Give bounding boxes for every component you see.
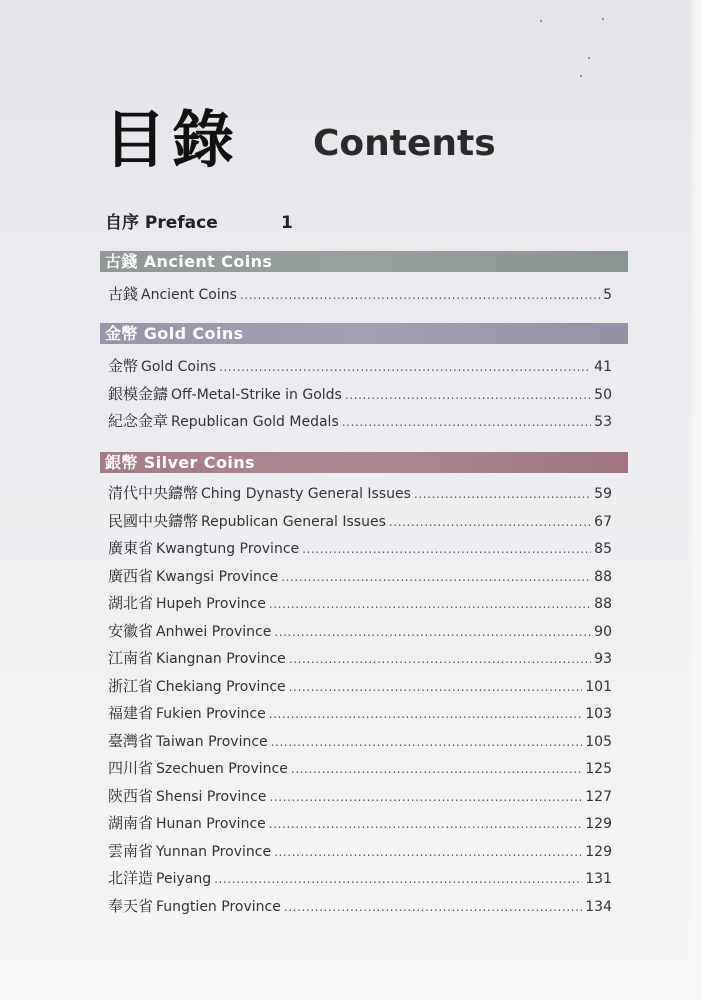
entry-english-title: Kiangnan Province (156, 651, 286, 667)
entry-chinese-title: 四川省 (108, 759, 154, 777)
dot-leader (342, 411, 591, 433)
entry-chinese-title: 奉天省 (108, 897, 154, 915)
entry-chinese-title: 清代中央鑄幣 (108, 484, 199, 502)
toc-entry[interactable] (108, 537, 612, 559)
toc-entry[interactable] (108, 840, 612, 862)
toc-entry[interactable] (108, 410, 612, 432)
entry-english-title: Ching Dynasty General Issues (201, 486, 411, 502)
dot-leader (302, 538, 591, 560)
scan-speck (540, 20, 542, 22)
page-edge (689, 0, 701, 1000)
toc-entry[interactable] (108, 785, 612, 807)
dot-leader (274, 841, 582, 863)
entry-chinese-title: 紀念金章 (108, 412, 169, 430)
dot-leader (284, 896, 582, 918)
toc-entry[interactable] (108, 592, 612, 614)
section-header-gold-coins: 金幣 Gold Coins (100, 323, 628, 344)
entry-page-number: 59 (594, 486, 612, 502)
entry-page-number: 131 (585, 871, 612, 887)
entry-page-number: 90 (594, 624, 612, 640)
entry-chinese-title: 臺灣省 (108, 732, 154, 750)
entry-chinese-title: 廣東省 (108, 539, 154, 557)
preface-entry[interactable] (105, 211, 293, 235)
entry-page-number: 53 (594, 414, 612, 430)
scan-speck (588, 57, 590, 59)
contents-title-english: Contents (313, 123, 496, 164)
dot-leader (269, 786, 582, 808)
dot-leader (345, 384, 591, 406)
toc-entry[interactable] (108, 565, 612, 587)
toc-entry[interactable] (108, 702, 612, 724)
toc-entry[interactable] (108, 647, 612, 669)
entry-page-number: 88 (594, 596, 612, 612)
entry-english-title: Hunan Province (156, 816, 266, 832)
entry-page-number: 105 (585, 734, 612, 750)
contents-title-chinese: 目錄 (104, 103, 241, 176)
entry-chinese-title: 湖北省 (108, 594, 154, 612)
section-header-silver-coins: 銀幣 Silver Coins (100, 452, 628, 473)
toc-entry[interactable] (108, 355, 612, 377)
dot-leader (289, 676, 583, 698)
entry-english-title: Off-Metal-Strike in Golds (171, 387, 342, 403)
entry-page-number: 85 (594, 541, 612, 557)
dot-leader (269, 813, 583, 835)
toc-entry[interactable] (108, 510, 612, 532)
entry-chinese-title: 安徽省 (108, 622, 154, 640)
entry-english-title: Kwangtung Province (156, 541, 300, 557)
entry-english-title: Fukien Province (156, 706, 266, 722)
dot-leader (271, 731, 583, 753)
entry-english-title: Fungtien Province (156, 899, 281, 915)
entry-english-title: Kwangsi Province (156, 569, 279, 585)
entry-english-title: Chekiang Province (156, 679, 286, 695)
entry-page-number: 93 (594, 651, 612, 667)
entry-english-title: Gold Coins (141, 359, 217, 375)
preface-page-number: 1 (281, 213, 293, 233)
entry-page-number: 125 (585, 761, 612, 777)
toc-entry[interactable] (108, 895, 612, 917)
entry-english-title: Ancient Coins (141, 287, 237, 303)
entry-chinese-title: 福建省 (108, 704, 154, 722)
dot-leader (269, 593, 591, 615)
dot-leader (240, 284, 600, 306)
entry-chinese-title: 雲南省 (108, 842, 154, 860)
entry-page-number: 129 (585, 816, 612, 832)
dot-leader (291, 758, 582, 780)
entry-page-number: 88 (594, 569, 612, 585)
entry-english-title: Shensi Province (156, 789, 267, 805)
entry-page-number: 103 (585, 706, 612, 722)
entry-chinese-title: 金幣 (108, 357, 139, 375)
preface-label: 自序 Preface (105, 213, 218, 233)
entry-chinese-title: 浙江省 (108, 677, 154, 695)
entry-chinese-title: 古錢 (108, 285, 139, 303)
toc-entry[interactable] (108, 675, 612, 697)
dot-leader (269, 703, 583, 725)
toc-entry[interactable] (108, 812, 612, 834)
entry-page-number: 5 (603, 287, 612, 303)
entry-chinese-title: 廣西省 (108, 567, 154, 585)
scan-speck (580, 75, 582, 77)
entry-page-number: 50 (594, 387, 612, 403)
dot-leader (289, 648, 591, 670)
entry-english-title: Republican General Issues (201, 514, 386, 530)
entry-chinese-title: 湖南省 (108, 814, 154, 832)
entry-page-number: 41 (594, 359, 612, 375)
dot-leader (214, 868, 582, 890)
entry-page-number: 67 (594, 514, 612, 530)
toc-entry[interactable] (108, 383, 612, 405)
entry-chinese-title: 民國中央鑄幣 (108, 512, 199, 530)
dot-leader (389, 511, 591, 533)
toc-entry[interactable] (108, 482, 612, 504)
entry-chinese-title: 陝西省 (108, 787, 154, 805)
entry-english-title: Peiyang (156, 871, 212, 887)
entry-english-title: Republican Gold Medals (171, 414, 339, 430)
entry-english-title: Yunnan Province (156, 844, 272, 860)
entry-english-title: Hupeh Province (156, 596, 266, 612)
toc-entry[interactable] (108, 283, 612, 305)
toc-entry[interactable] (108, 730, 612, 752)
dot-leader (219, 356, 591, 378)
entry-page-number: 129 (585, 844, 612, 860)
dot-leader (414, 483, 591, 505)
entry-page-number: 127 (585, 789, 612, 805)
entry-english-title: Anhwei Province (156, 624, 272, 640)
entry-english-title: Szechuen Province (156, 761, 288, 777)
toc-entry[interactable] (108, 620, 612, 642)
entry-chinese-title: 江南省 (108, 649, 154, 667)
dot-leader (274, 621, 591, 643)
entry-chinese-title: 北洋造 (108, 869, 154, 887)
section-header-ancient-coins: 古錢 Ancient Coins (100, 251, 628, 272)
entry-chinese-title: 銀模金鑄 (108, 385, 169, 403)
scan-speck (602, 18, 604, 20)
toc-entry[interactable] (108, 867, 612, 889)
toc-entry[interactable] (108, 757, 612, 779)
entry-page-number: 101 (585, 679, 612, 695)
entry-page-number: 134 (585, 899, 612, 915)
dot-leader (281, 566, 591, 588)
entry-english-title: Taiwan Province (156, 734, 268, 750)
